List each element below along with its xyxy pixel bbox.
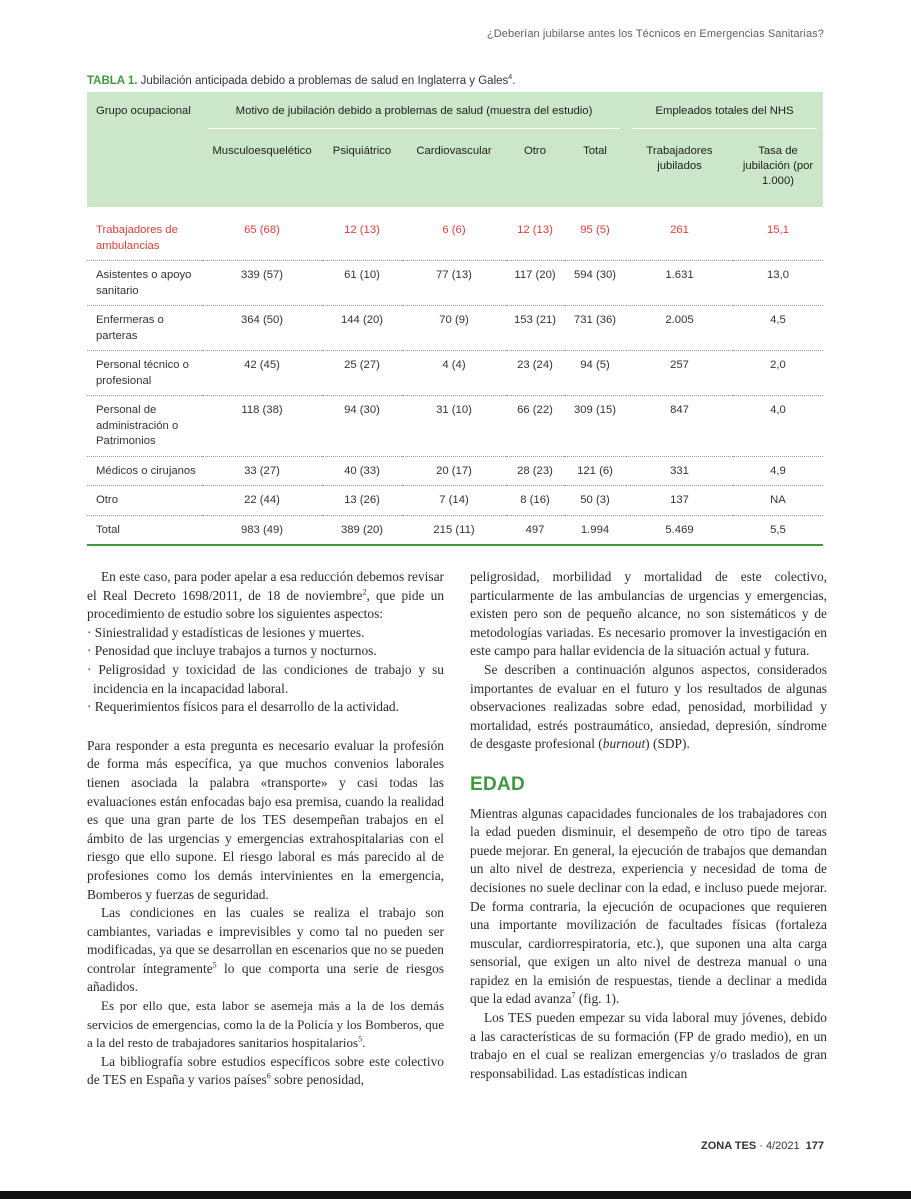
cell: 15,1: [733, 207, 823, 261]
table-caption: [87, 74, 515, 87]
row-group: Médicos o cirujanos: [87, 456, 202, 486]
retirement-table: [87, 92, 823, 546]
cell: 118 (38): [202, 396, 322, 457]
aspects-list: [87, 624, 444, 717]
header-motive-rule: [208, 128, 620, 129]
footnote-ref: 2: [362, 587, 367, 597]
header-nhs-label: Empleados totales del NHS: [655, 105, 794, 117]
cell: 497: [506, 515, 564, 545]
bottom-bar: [0, 1191, 911, 1199]
text: ) (SDP).: [645, 736, 690, 752]
header-nhs-rule: [632, 128, 817, 129]
text: , que pide un procedimiento de estudio sobre los siguientes aspectos:: [87, 587, 445, 622]
table-caption-end: .: [512, 74, 516, 87]
cell: 261: [626, 207, 733, 261]
cell: 40 (33): [322, 456, 402, 486]
cell: 25 (27): [322, 351, 402, 396]
cell: 65 (68): [202, 207, 322, 261]
cell: 66 (22): [506, 396, 564, 457]
cell: 22 (44): [202, 486, 322, 516]
row-group: Enfermeras o parteras: [87, 306, 202, 351]
cell: 4,5: [733, 306, 823, 351]
table-row-total: [87, 515, 823, 545]
paragraph: [87, 1053, 444, 1090]
left-column: [87, 568, 444, 1090]
cell: 70 (9): [402, 306, 506, 351]
cell: 137: [626, 486, 733, 516]
footnote-ref: 6: [266, 1071, 271, 1081]
cell: 4,0: [733, 396, 823, 457]
paragraph: peligrosidad, morbilidad y mortalidad de este colectivo, particularmente de las ambulancias de urgencias y emergencias, existen pero son de pequeño alcance, no son sistemáticos y de metodologías variadas. Es necesario promover la investigación en este campo para hallar evidencia de la situación actual y futura.: [470, 569, 827, 659]
cell: 42 (45): [202, 351, 322, 396]
table-row: [87, 351, 823, 396]
cell: 95 (5): [564, 207, 626, 261]
header-musculo: Musculoesquelético: [202, 139, 322, 197]
row-group: Trabajadores de ambulancias: [87, 207, 202, 261]
cell: 2.005: [626, 306, 733, 351]
list-item: · Requerimientos físicos para el desarrollo de la actividad.: [87, 699, 399, 715]
paragraph: [87, 904, 444, 997]
paragraph: Para responder a esta pregunta es necesario evaluar la profesión de forma más específica, ya que muchos convenios laborales tienen asociada la palabra «transporte» y casi todas las evaluaciones están enfocadas bajo esa premisa, cuando la realidad es que una gran parte de los TES desempeñan trabajos en el ámbito de las urgencias y emergencias extrahospitalarias con el riesgo que ello supone. El riesgo laboral es más parecido al de profesiones como los demás intervinientes en la emergencia, Bomberos y fuerzas de seguridad.: [87, 737, 444, 902]
cell: 117 (20): [506, 261, 564, 306]
list-item: · Peligrosidad y toxicidad de las condiciones de trabajo y su incidencia en la incapacidad laboral.: [87, 661, 444, 696]
header-group: Grupo ocupacional: [87, 92, 202, 207]
cell: 309 (15): [564, 396, 626, 457]
row-group: Asistentes o apoyo sanitario: [87, 261, 202, 306]
page-footer: [701, 1140, 824, 1152]
cell: 94 (5): [564, 351, 626, 396]
text-italic: burnout: [602, 736, 646, 752]
table-row: [87, 456, 823, 486]
table-row: [87, 486, 823, 516]
cell: 364 (50): [202, 306, 322, 351]
cell: 7 (14): [402, 486, 506, 516]
table-caption-text: Jubilación anticipada debido a problemas de salud en Inglaterra y Gales: [137, 74, 509, 87]
footnote-ref: 5: [212, 960, 217, 970]
text: .: [362, 1035, 366, 1051]
running-head: ¿Deberían jubilarse antes los Técnicos en Emergencias Sanitarias?: [486, 28, 824, 40]
paragraph: [470, 805, 827, 1010]
cell: 153 (21): [506, 306, 564, 351]
cell: 731 (36): [564, 306, 626, 351]
footnote-ref: 7: [571, 991, 576, 1000]
cell: 847: [626, 396, 733, 457]
table-row: [87, 261, 823, 306]
header-motive-label: Motivo de jubilación debido a problemas de salud (muestra del estudio): [235, 105, 593, 117]
text: (fig. 1).: [575, 991, 620, 1007]
cell: 77 (13): [402, 261, 506, 306]
cell: 5,5: [733, 515, 823, 545]
cell: 257: [626, 351, 733, 396]
cell: 23 (24): [506, 351, 564, 396]
paragraph: [87, 997, 444, 1053]
text: Se describen a continuación algunos aspectos, considerados importantes de evaluar en el futuro y los resultados de algunas observaciones realizadas sobre edad, penosidad, morbilidad y mortalidad, estrés postraumático, ansiedad, depresión, síndrome de desgaste profesional (: [470, 661, 827, 752]
table-caption-ref: 4: [508, 74, 513, 81]
cell: 144 (20): [322, 306, 402, 351]
paragraph: [87, 568, 444, 624]
cell: 4 (4): [402, 351, 506, 396]
row-group: Personal técnico o profesional: [87, 351, 202, 396]
cell: 50 (3): [564, 486, 626, 516]
cell: 5.469: [626, 515, 733, 545]
header-spacer: [202, 197, 823, 207]
table-row: [87, 306, 823, 351]
header-otro: Otro: [506, 139, 564, 197]
cell: 20 (17): [402, 456, 506, 486]
cell: 594 (30): [564, 261, 626, 306]
footnote-ref: 5: [358, 1034, 363, 1044]
cell: 8 (16): [506, 486, 564, 516]
cell: 389 (20): [322, 515, 402, 545]
paragraph: [470, 661, 827, 754]
cell: 94 (30): [322, 396, 402, 457]
text: Es por ello que, esta labor se asemeja más a la de los demás servicios de emergencias, como la de la Policía y los Bomberos, que a la del resto de trabajadores sanitarios hospitalarios: [87, 998, 444, 1051]
cell: 33 (27): [202, 456, 322, 486]
text: Las condiciones en las cuales se realiza el trabajo son cambiantes, variadas e imprevisibles y como tal no pueden ser modificadas, ya que se desarrollan en escenarios que no se pueden controlar íntegramente: [87, 905, 444, 976]
cell: 1.631: [626, 261, 733, 306]
cell: NA: [733, 486, 823, 516]
cell: 331: [626, 456, 733, 486]
list-item: · Penosidad que incluye trabajos a turnos y nocturnos.: [87, 643, 377, 659]
list-item: · Siniestralidad y estadísticas de lesiones y muertes.: [87, 624, 365, 640]
header-total: Total: [564, 139, 626, 197]
cell: 28 (23): [506, 456, 564, 486]
header-tasa: Tasa de jubilación (por 1.000): [733, 139, 823, 197]
cell: 2,0: [733, 351, 823, 396]
text: lo que comporta una serie de riesgos añadidos.: [87, 960, 445, 995]
cell: 1.994: [564, 515, 626, 545]
cell: 13 (26): [322, 486, 402, 516]
text: Mientras algunas capacidades funcionales de los trabajadores con la edad pueden disminuir, el desempeño de otro tipo de tareas puede mejorar. En general, la ejecución de trabajos que demandan un alto nivel de destreza, experiencia y necesidad de toma de decisiones no suele declinar con la edad, e incluso puede mejorar. De forma contraria, la ejecución de ocupaciones que requieren una importante movilización de facultades físicas (fortaleza muscular, cardiorrespiratoria, etc.), que suponen una alta carga sensorial, que exigen un alto nivel de destreza manual o una rapidez en la emisión de respuestas, tiende a declinar a medida que la edad avanza: [470, 805, 827, 1007]
table-row: [87, 396, 823, 457]
header-cardio: Cardiovascular: [402, 139, 506, 197]
cell: 215 (11): [402, 515, 506, 545]
footer-separator: ·: [756, 1140, 766, 1152]
header-jubilados: Trabajadores jubilados: [626, 139, 733, 197]
footer-issue: 4/2021: [765, 1140, 800, 1152]
footer-magazine: ZONA TES: [700, 1140, 757, 1152]
cell: 121 (6): [564, 456, 626, 486]
header-psiq: Psiquiátrico: [322, 139, 402, 197]
table-caption-label: TABLA 1.: [87, 74, 138, 87]
cell: 4,9: [733, 456, 823, 486]
paragraph: Los TES pueden empezar su vida laboral muy jóvenes, debido a las características de su formación (FP de grado medio), en un trabajo en el cual se realizan emergencias y/o traslados de gran responsabilidad. Las estadísticas indican: [470, 1010, 827, 1081]
row-group: Total: [87, 515, 202, 545]
cell: 31 (10): [402, 396, 506, 457]
cell: 12 (13): [506, 207, 564, 261]
page-number: 177: [805, 1140, 824, 1152]
cell: 6 (6): [402, 207, 506, 261]
cell: 983 (49): [202, 515, 322, 545]
text: En este caso, para poder apelar a esa reducción debemos revisar el Real Decreto 1698/2011, de 18 de noviembre: [87, 569, 444, 603]
row-group: Otro: [87, 486, 202, 516]
section-heading: EDAD: [470, 773, 526, 795]
header-nhs: [626, 92, 823, 139]
table-row: [87, 207, 823, 261]
cell: 13,0: [733, 261, 823, 306]
cell: 12 (13): [322, 207, 402, 261]
header-motive: [202, 92, 626, 139]
text: La bibliografía sobre estudios específicos sobre este colectivo de TES en España y varios países: [87, 1053, 444, 1088]
text: sobre penosidad,: [270, 1072, 365, 1088]
cell: 339 (57): [202, 261, 322, 306]
right-column: [470, 568, 827, 1083]
cell: 61 (10): [322, 261, 402, 306]
row-group: Personal de administración o Patrimonios: [87, 396, 202, 457]
